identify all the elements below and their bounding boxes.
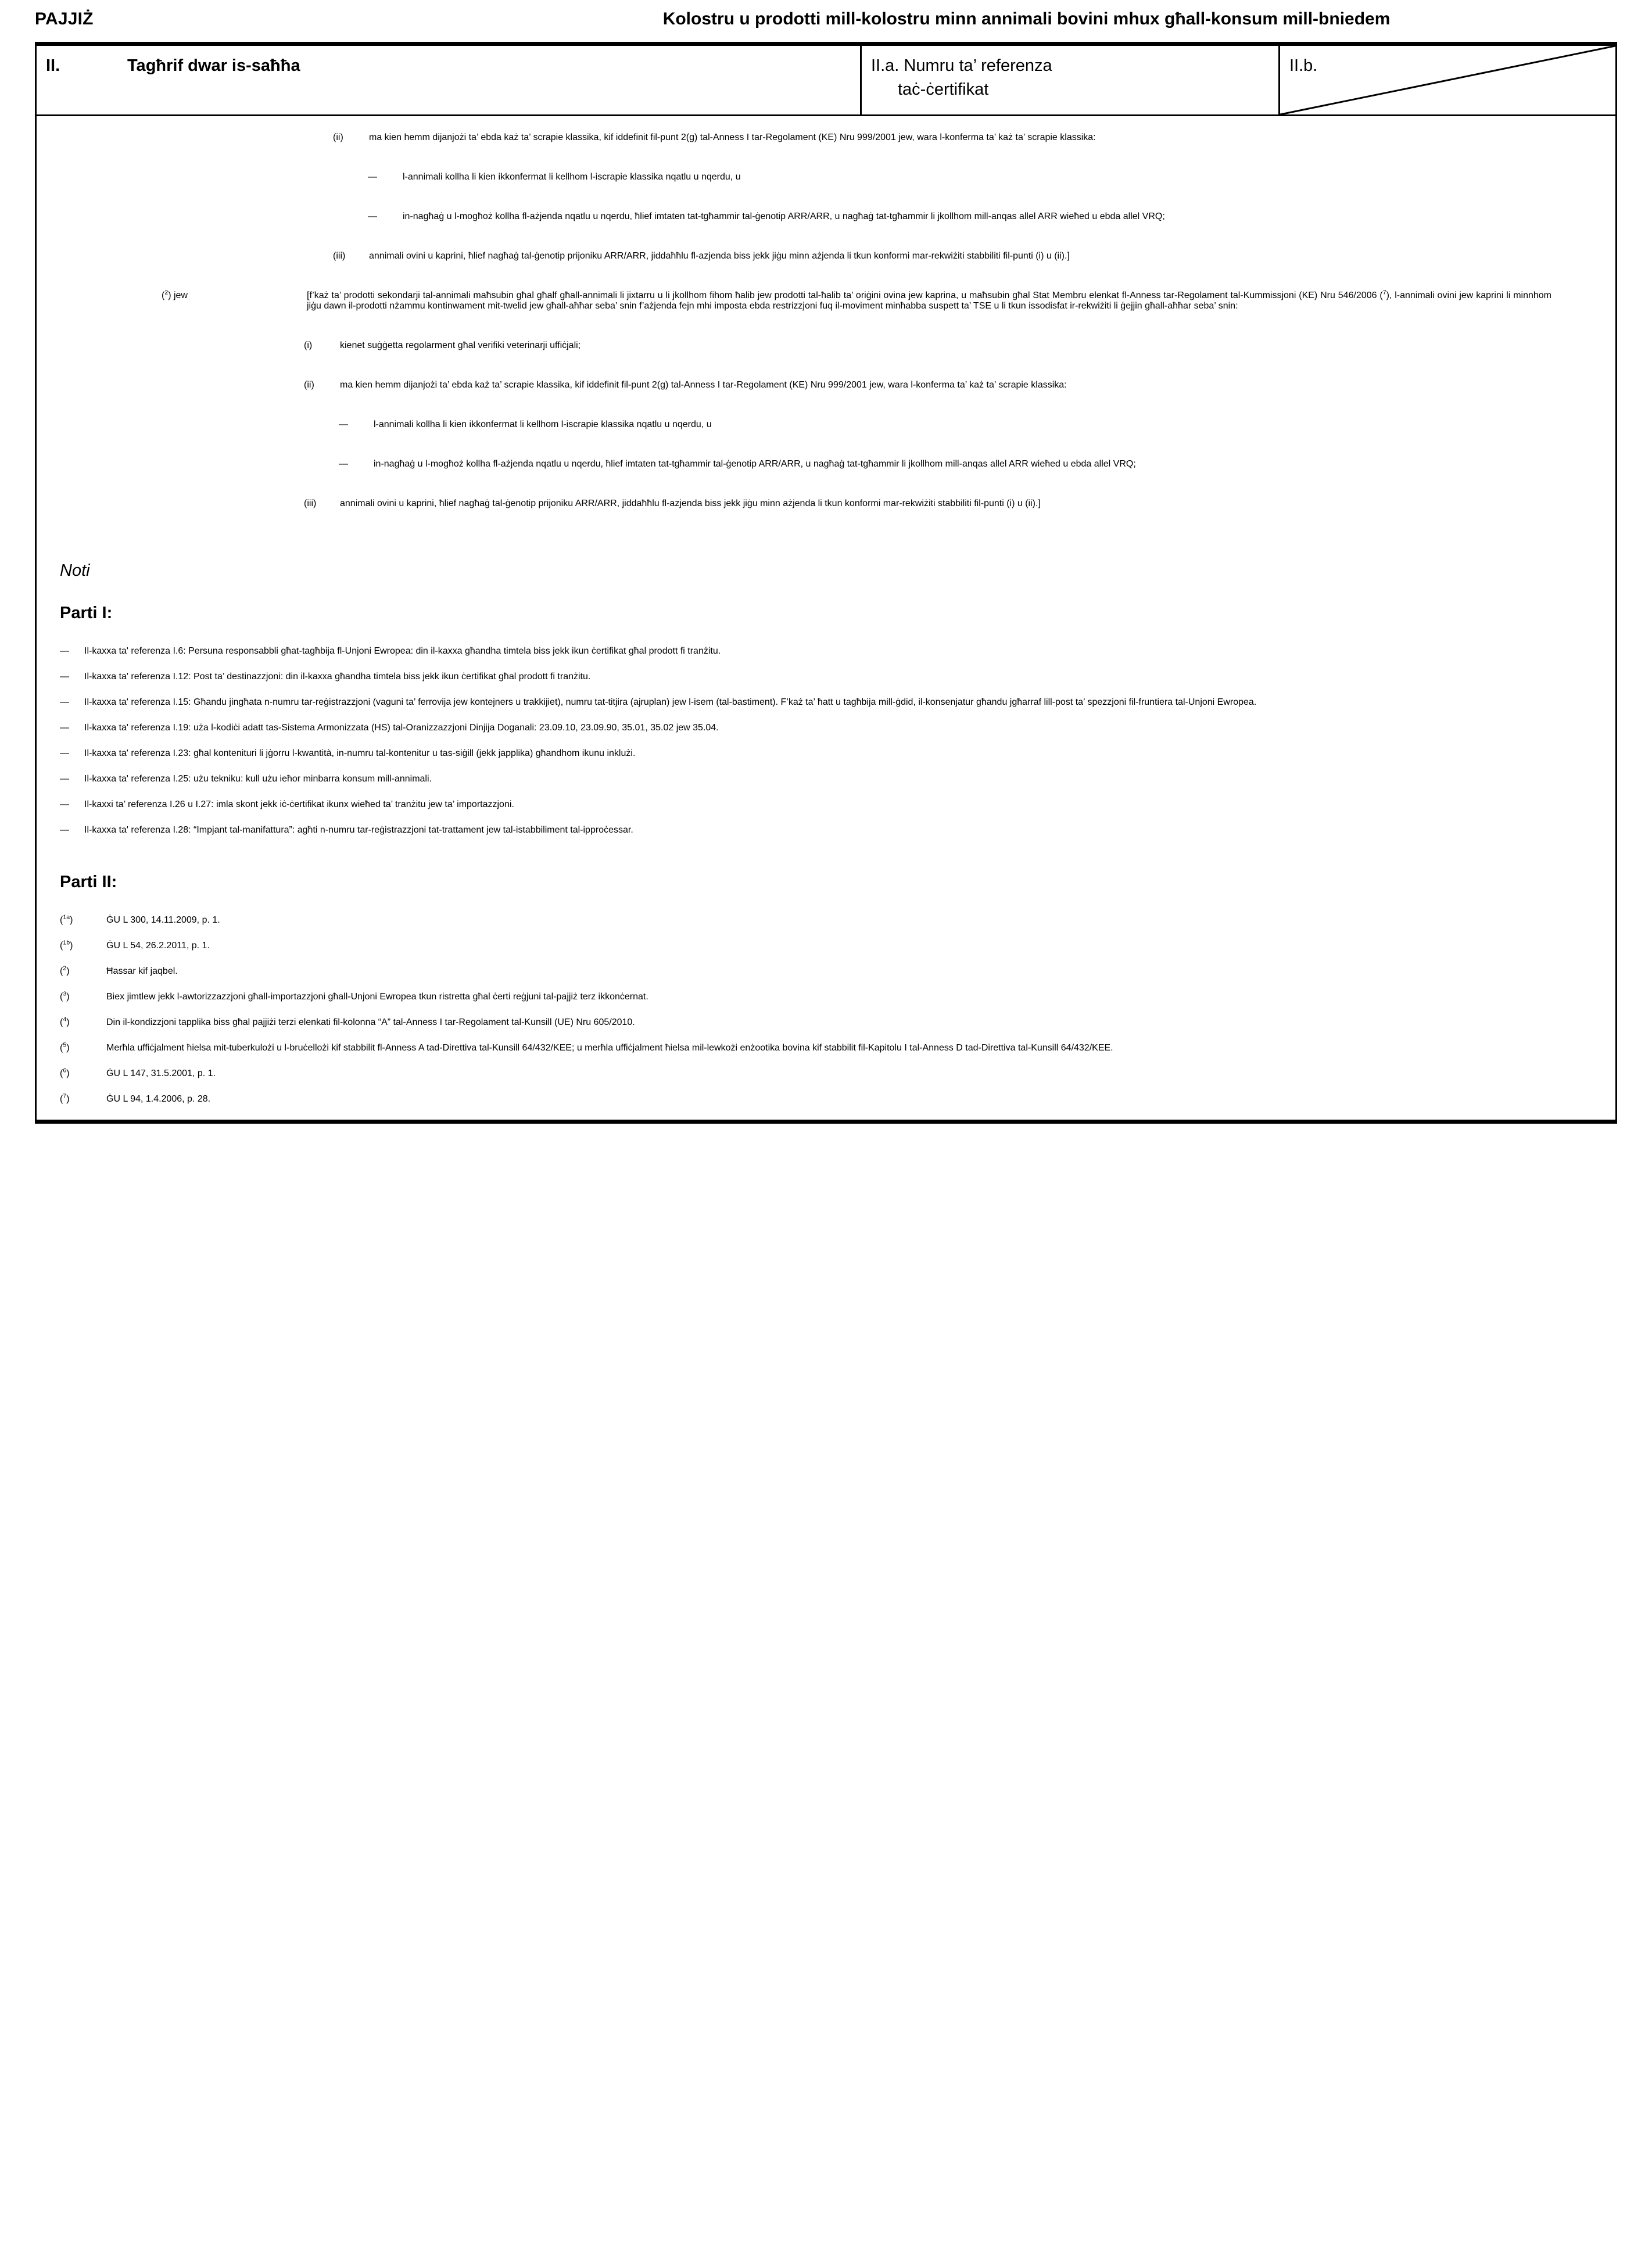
list-text: annimali ovini u kaprini, ħlief nagħaġ tal-ġenotip prijoniku ARR/ARR, jiddaħħlu fl-azjenda biss jekk jiġu minn ażjenda li tkun konformi mar-rekwiżiti stabbiliti fil-punti (i) u (ii).] [369, 251, 1070, 261]
footnote-text: ĠU L 54, 26.2.2011, p. 1. [106, 941, 210, 951]
footnote-text: Merħla uffiċjalment ħielsa mit-tuberkulożi u l-bruċellożi kif stabbilit fl-Anness A tad-Direttiva tal-Kunsill 64/432/KEE; u merħla uffiċjalment ħielsa mil-lewkożi enżootika bovina kif stabbilit fil-Kapitolu I tal-Anness D tad-Direttiva tal-Kunsill 64/432/KEE. [106, 1043, 1113, 1053]
footnote-superscript: 2 [164, 289, 169, 296]
footnote-marker: ($^7$) [60, 1092, 70, 1104]
list-text: Il-kaxxa ta' referenza I.25: użu tekniku: kull użu ieħor minbarra konsum mill-annimali. [84, 774, 432, 784]
dash-marker: — [368, 172, 377, 182]
list-item [60, 799, 1592, 810]
list-item [333, 251, 1551, 261]
list-text: l-annimali kollha li kien ikkonfermat li kellhom l-iscrapie klassika nqatlu u nqerdu, u [403, 172, 741, 182]
section-number: II. [46, 56, 60, 75]
footnote-ref-marker: ($^2$) jew [162, 289, 188, 300]
dash-marker: — [339, 419, 348, 429]
footnote-marker: ($^6$) [60, 1067, 70, 1078]
footnote-marker: ($^4$) [60, 1016, 70, 1027]
list-text: ma kien hemm dijanjożi ta’ ebda każ ta’ scrapie klassika, kif iddefinit fil-punt 2(g) tal-Anness I tar-Regolament (KE) Nru 999/2001 jew, wara l-konferma ta’ każ ta’ scrapie klassika: [340, 380, 1067, 390]
list-text: Il-kaxxi ta’ referenza I.26 u I.27: imla skont jekk iċ-ċertifikat ikunx wieħed ta’ tranżitu jew ta’ importazzjoni. [84, 799, 514, 809]
list-item [60, 672, 1592, 682]
list-item [304, 380, 1551, 390]
header-cell-certificate-reference-number [860, 46, 1278, 114]
list-item [60, 697, 1592, 708]
dash-marker: — [60, 748, 69, 758]
list-item [60, 646, 1592, 657]
footnote-item [60, 1068, 1592, 1079]
list-item [339, 419, 1551, 430]
footnote-marker: ($^{1b}$) [60, 939, 73, 951]
section-title: Tagħrif dwar is-saħħa [127, 56, 300, 75]
list-text: Il-kaxxa ta' referenza I.12: Post ta’ destinazzjoni: din il-kaxxa għandha timtela biss jekk ikun ċertifikat għal prodott fi tranżitu. [84, 672, 591, 682]
dash-marker: — [60, 774, 69, 784]
list-item [60, 774, 1592, 784]
list-text: ma kien hemm dijanjożi ta’ ebda każ ta’ scrapie klassika, kif iddefinit fil-punt 2(g) tal-Anness I tar-Regolament (KE) Nru 999/2001 jew, wara l-konferma ta’ każ ta’ scrapie klassika: [369, 132, 1096, 142]
footnote-text: ĠU L 94, 1.4.2006, p. 28. [106, 1094, 211, 1104]
list-text: in-nagħaġ u l-mogħoż kollha fl-ażjenda nqatlu u nqerdu, ħlief imtaten tat-tgħammir tal-ġenotip ARR/ARR, u nagħaġ tat-tgħammir li jkollhom mill-anqas allel ARR wieħed u ebda allel VRQ; [403, 211, 1165, 221]
footnote-item [60, 1017, 1592, 1028]
footnote-item [60, 1043, 1592, 1053]
certificate-frame [35, 42, 1617, 1124]
list-item [60, 825, 1592, 836]
list-text: annimali ovini u kaprini, ħlief nagħaġ tal-ġenotip prijoniku ARR/ARR, jiddaħħlu fl-azjenda biss jekk jiġu minn ażjenda li tkun konformi mar-rekwiżiti stabbiliti fil-punti (i) u (ii).] [340, 499, 1041, 508]
list-text: Il-kaxxa ta' referenza I.19: uża l-kodiċi adatt tas-Sistema Armonizzata (HS) tal-Oranizzazzjoni Dinjija Doganali: 23.09.10, 23.09.90, 35.01, 35.02 jew 35.04. [84, 723, 719, 733]
footnote-text: Ħassar kif jaqbel. [106, 966, 178, 976]
running-head [35, 0, 1617, 42]
notes-heading: Noti [60, 561, 90, 580]
list-item [368, 172, 1551, 182]
footnote-superscript: 7 [1382, 289, 1386, 296]
list-marker: (ii) [304, 380, 314, 390]
part-2-heading: Parti II: [60, 873, 117, 891]
dash-marker: — [368, 211, 377, 221]
list-text: Il-kaxxa ta' referenza I.6: Persuna responsabbli għat-tagħbija fl-Unjoni Ewropea: din il-kaxxa għandha timtela biss jekk ikun ċertifikat għal prodott fi tranżitu. [84, 646, 721, 656]
certificate-reference-line1: II.a. Numru ta’ referenza [871, 56, 1052, 75]
list-marker: (ii) [333, 132, 343, 142]
iib-label: II.b. [1289, 56, 1318, 75]
footnote-text: ĠU L 147, 31.5.2001, p. 1. [106, 1068, 216, 1078]
dash-marker: — [60, 646, 69, 656]
footnote-item [60, 941, 1592, 951]
list-item [339, 459, 1551, 469]
list-marker: (i) [304, 340, 313, 350]
footnote-item [60, 915, 1592, 926]
header-cell-iib [1278, 46, 1615, 114]
footnote-marker: ($^2$) [60, 964, 70, 976]
footnote-item [60, 1094, 1592, 1105]
footnote-ref-text: [f’każ ta’ prodotti sekondarji tal-annimali maħsubin għal għalf għall-annimali li jixtarru u li jkollhom fihom ħalib jew prodotti tal-ħalib ta’ oriġini ovina jew kaprina, u maħsubin għal Stat Membru elenkat fl-Anness tar-Regolament tal-Kummissjoni (KE) Nru 546/2006 ($^7$), l-annimali ovini jew kaprini li minnhom jiġu dawn il-prodotti nżammu kontinwament mit-twelid jew għall-aħħar seba’ snin f’ażjenda fejn mhi imposta ebda restrizzjoni fuq il-moviment minħabba suspett ta’ TSE u li tkun issodisfat ir-rekwiżiti li ġejjin għall-aħħar seba’ snin: [307, 289, 1552, 311]
footnote-text: Biex jimtlew jekk l-awtorizzazzjoni għall-importazzjoni għall-Unjoni Ewropea tkun ristretta għal ċerti reġjuni tal-pajjiż terz ikkonċernat. [106, 992, 648, 1002]
list-item [304, 340, 1551, 351]
dash-marker: — [339, 459, 348, 469]
list-text: l-annimali kollha li kien ikkonfermat li kellhom l-iscrapie klassika nqatlu u nqerdu, u [374, 419, 712, 429]
list-text: Il-kaxxa ta' referenza I.23: għal kontenituri li jġorru l-kwantità, in-numru tal-kontenitur u tas-siġill (jekk japplika) għandhom ikunu inklużi. [84, 748, 636, 758]
list-item [333, 132, 1551, 143]
list-text: in-nagħaġ u l-mogħoż kollha fl-ażjenda nqatlu u nqerdu, ħlief imtaten tat-tgħammir tal-ġenotip ARR/ARR, u nagħaġ tat-tgħammir li jkollhom mill-anqas allel ARR wieħed u ebda allel VRQ; [374, 459, 1136, 469]
certificate-reference-line2: taċ-ċertifikat [898, 80, 989, 99]
footnote-item [60, 966, 1592, 977]
dash-marker: — [60, 825, 69, 835]
list-text: Il-kaxxa ta' referenza I.28: “Impjant tal-manifattura”: agħti n-numru tar-reġistrazzjoni tat-trattament jew tal-istabbiliment tal-ipproċessar. [84, 825, 633, 835]
dash-marker: — [60, 697, 69, 707]
diagonal-strike-icon [1280, 46, 1615, 114]
footnote-item [60, 992, 1592, 1002]
dash-marker: — [60, 672, 69, 682]
list-item [368, 211, 1551, 222]
list-item [60, 748, 1592, 759]
certificate-header-row [37, 46, 1615, 116]
list-marker: (iii) [304, 499, 317, 508]
footnote-marker: ($^{1a}$) [60, 913, 73, 925]
footnote-marker: ($^3$) [60, 990, 70, 1002]
list-item [60, 723, 1592, 733]
list-item [304, 499, 1551, 509]
header-cell-health-information [37, 46, 860, 114]
certificate-body [37, 116, 1615, 1120]
dash-marker: — [60, 723, 69, 733]
list-marker: (iii) [333, 251, 346, 261]
footnote-text: Din il-kondizzjoni tapplika biss għal pajjiżi terzi elenkati fil-kolonna “A” tal-Anness I tar-Regolament tal-Kunsill (UE) Nru 605/2010. [106, 1017, 635, 1027]
list-text: kienet suġġetta regolarment għal verifiki veterinarji uffiċjali; [340, 340, 581, 350]
footnote-text: ĠU L 300, 14.11.2009, p. 1. [106, 915, 220, 925]
document-title: Kolostru u prodotti mill-kolostru minn annimali bovini mhux għall-konsum mill-bniedem [662, 9, 1391, 28]
dash-marker: — [60, 799, 69, 809]
footnote-marker: ($^5$) [60, 1041, 70, 1053]
country-label: PAJJIŻ [35, 9, 94, 28]
part-1-heading: Parti I: [60, 604, 113, 622]
list-text: Il-kaxxa ta' referenza I.15: Għandu jingħata n-numru tar-reġistrazzjoni (vaguni ta’ ferrovija jew kontejners u trakkijiet), numru tat-titjira (ajruplan) jew l-isem (tal-bastiment). F’każ ta’ ħatt u tagħbija mill-ġdid, il-konsenjatur għandu jgħarraf lill-post ta’ spezzjoni fil-fruntiera tal-Unjoni Ewropea. [84, 697, 1257, 707]
footnote-ref-block [162, 291, 1551, 311]
